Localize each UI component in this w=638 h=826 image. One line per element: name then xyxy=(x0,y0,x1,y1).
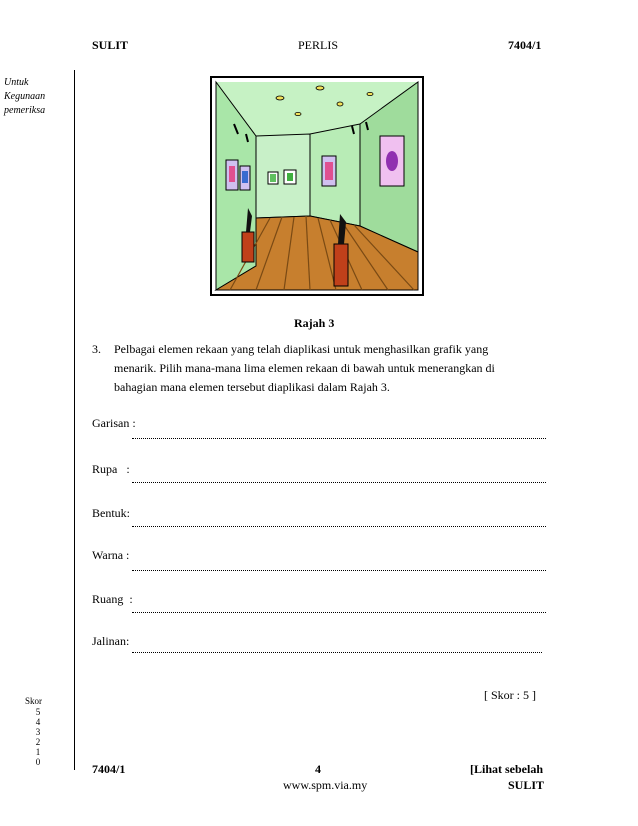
field-label-bentuk: Bentuk: xyxy=(92,506,130,520)
answer-line-jalinan[interactable] xyxy=(132,652,542,653)
answer-line-warna[interactable] xyxy=(132,570,546,571)
answer-line-rupa[interactable] xyxy=(132,482,546,483)
question-number: 3. xyxy=(92,342,101,356)
side-label-2: Kegunaan xyxy=(4,91,46,102)
field-label-garisan: Garisan : xyxy=(92,416,136,430)
footer-right-1: [Lihat sebelah xyxy=(470,762,544,776)
skor-value: 5 xyxy=(35,707,41,717)
header-center: PERLIS xyxy=(298,38,339,52)
header-left: SULIT xyxy=(92,38,129,52)
question-line-1: Pelbagai elemen rekaan yang telah diaplikasi untuk menghasilkan grafik yang xyxy=(114,342,489,356)
skor-values xyxy=(30,707,46,767)
side-label-1: Untuk xyxy=(4,77,29,88)
skor-value: 0 xyxy=(35,757,41,767)
skor-value: 4 xyxy=(35,717,41,727)
answer-line-ruang[interactable] xyxy=(132,612,546,613)
field-label-rupa: Rupa : xyxy=(92,462,130,476)
field-label-ruang: Ruang : xyxy=(92,592,133,606)
score-label: [ Skor : 5 ] xyxy=(484,688,536,702)
figure-caption: Rajah 3 xyxy=(294,316,335,330)
question-line-2: menarik. Pilih mana-mana lima elemen rekaan di bawah untuk menerangkan di xyxy=(114,361,495,375)
gallery-illustration xyxy=(210,76,424,296)
gallery-image xyxy=(210,76,424,296)
header-right: 7404/1 xyxy=(508,38,542,52)
skor-value: 3 xyxy=(35,727,41,737)
skor-value: 1 xyxy=(35,747,41,757)
skor-value: 2 xyxy=(35,737,41,747)
answer-line-bentuk[interactable] xyxy=(132,526,546,527)
footer-right-2: SULIT xyxy=(508,778,545,792)
answer-line-garisan[interactable] xyxy=(132,438,546,439)
margin-rule xyxy=(74,70,75,770)
page-number: 4 xyxy=(315,762,321,776)
question-line-3: bahagian mana elemen tersebut diaplikasi dalam Rajah 3. xyxy=(114,380,390,394)
field-label-jalinan: Jalinan: xyxy=(92,634,130,648)
field-label-warna: Warna : xyxy=(92,548,130,562)
question-block xyxy=(92,340,562,397)
footer-left: 7404/1 xyxy=(92,762,126,776)
side-label-3: pemeriksa xyxy=(4,105,46,116)
skor-title: Skor xyxy=(25,696,43,706)
website-link[interactable]: www.spm.via.my xyxy=(283,778,368,792)
